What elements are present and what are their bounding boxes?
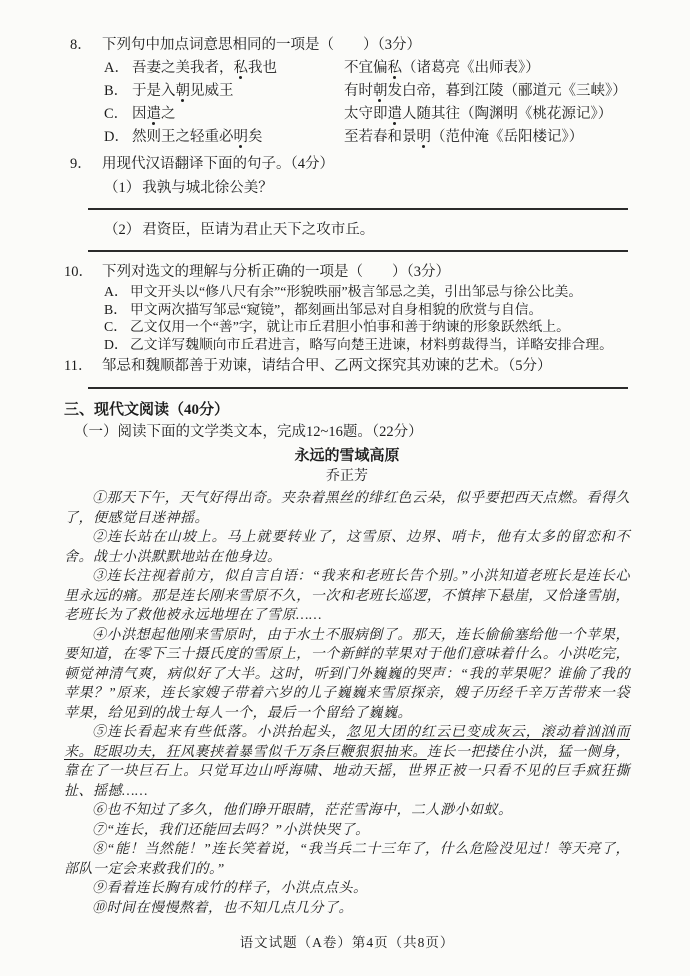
option-label: A． [104,60,129,76]
q10-option-b [64,301,630,319]
option-left-text: 然则王之轻重必明矣 [132,129,263,145]
question-10-stem-row [64,262,630,283]
q10-option-a [64,283,630,301]
option-left-text: 于是入朝见威王 [132,83,234,99]
q8-option-a [64,57,630,80]
option-label: D． [104,336,128,352]
question-10-stem: 下列对选文的理解与分析正确的一项是（ ）（3分） [102,264,450,280]
option-text: 甲文两次描写邹忌“窥镜”，都刻画出邹忌对自身相貌的欣赏与自信。 [130,301,543,317]
question-9-stem: 用现代汉语翻译下面的句子。（4分） [102,156,334,172]
story-body [64,489,630,918]
sub-label: （2） [104,222,141,238]
question-9 [64,153,630,252]
question-11-stem-row [64,355,630,378]
option-text: 乙文详写魏顺向市丘君进言，略写向楚王进谏，材料剪裁得当，详略安排合理。 [130,336,613,352]
question-9-number: 9． [70,156,92,172]
question-11-stem: 邹忌和魏顺都善于劝谏，请结合甲、乙两文探究其劝谏的艺术。（5分） [102,358,552,374]
story-author: 乔正芳 [326,469,368,484]
answer-line [88,250,628,252]
q10-option-c [64,318,630,336]
q9-sub-2 [64,220,630,241]
answer-line [88,387,628,389]
story-paragraph-8: ⑧“能！当然能！”连长笑着说，“我当兵二十三年了，什么危险没见过！等天亮了，部队一定会来救我们的。” [64,842,630,877]
option-left-text: 因遣之 [132,106,176,122]
q8-option-c [64,103,630,126]
question-9-stem-row [64,153,630,176]
story-paragraph-4: ④小洪想起他刚来雪原时，由于水土不服病倒了。那天，连长偷偷塞给他一个苹果，要知道，在零下三十摄氏度的雪原上，一个新鲜的苹果对于他们意味着什么。小洪吃完，顿觉神清气爽，病似好了大半。这时，听到门外巍巍的哭声：“我的苹果呢？谁偷了我的苹果？”原来，连长家嫂子带着六岁的儿子巍巍来雪原探亲，嫂子历经千辛万苦带来一袋苹果，给见到的战士每人一个，最后一个留给了巍巍。 [64,627,630,721]
section-3 [64,399,630,918]
option-left-text: 吾妻之美我者，私我也 [132,60,277,76]
section-heading: 三、现代文阅读（40分） [64,402,230,418]
option-label: B． [104,83,129,99]
option-text: 甲文开头以“修八尺有余”“形貌昳丽”极言邹忌之美，引出邹忌与徐公比美。 [130,284,583,299]
sub-label: （1） [104,180,141,196]
sub-text: 我孰与城北徐公美？ [142,180,273,196]
option-label: A． [104,284,128,299]
option-right-text: 不宜偏私（诸葛亮《出师表》） [344,60,540,76]
story-paragraph-7: ⑦“连长，我们还能回去吗？”小洪快哭了。 [92,822,370,838]
option-label: C． [104,319,127,334]
question-11-number: 11． [64,358,93,374]
option-right-text: 有时朝发白帝，暮到江陵（郦道元《三峡》） [344,83,627,99]
sub-text: 君资臣，臣请为君止天下之攻市丘。 [142,222,375,238]
question-8-stem-row [64,34,630,57]
question-8-number: 8． [70,37,92,53]
story-paragraph-9: ⑨看着连长胸有成竹的样子，小洪点点头。 [92,881,368,896]
question-11 [64,355,630,389]
page-footer: 语文试题（A卷）第4页（共8页） [239,935,455,950]
option-label: B． [104,301,127,317]
option-right-text: 至若春和景明（范仲淹《岳阳楼记》） [344,129,584,145]
q8-option-b [64,80,630,103]
page-content [64,34,630,951]
q9-sub-1 [64,178,630,199]
option-label: D． [104,129,129,145]
story-title: 永远的雪域高原 [294,448,400,464]
story-paragraph-3: ③连长注视着前方，似自言自语：“我来和老班长告个别。”小洪知道老班长是连长心里永远的痛。那是连长刚来雪原不久，一次和老班长巡逻，不慎摔下悬崖，又恰逢雪崩，老班长为了救他被永远地埋在了雪原…… [64,569,630,623]
question-8 [64,34,630,149]
story-paragraph-1: ①那天下午，天气好得出奇。夹杂着黑丝的绯红色云朵，似乎要把西天点燃。看得久了，便感觉目迷神摇。 [64,491,630,526]
q10-option-d [64,336,630,354]
question-8-stem: 下列句中加点词意思相同的一项是（ ）（3分） [102,37,421,53]
option-text: 乙文仅用一个“善”字，就让市丘君胆小怕事和善于纳谏的形象跃然纸上。 [130,319,570,334]
story-paragraph-6: ⑥也不知过了多久，他们睁开眼睛，茫茫雪海中，二人渺小如蚁。 [92,803,513,818]
story-paragraph-10: ⑩时间在慢慢熬着，也不知几点几分了。 [92,900,353,916]
question-10 [64,262,630,353]
option-label: C． [104,106,129,122]
story-paragraph-5: ⑤连长看起来有些低落。小洪抬起头，忽见大团的红云已变成灰云，滚动着汹汹而来。眨眼功夫，狂风裹挟着暴雪似千万条巨鞭狠狠抽来。连长一把搂住小洪，猛一侧身，靠在了一块巨石上。只觉耳边山呼海啸、地动天摇，世界正被一只看不见的巨手疯狂撕扯、摇撼…… [64,725,631,799]
question-10-number: 10． [64,264,93,280]
answer-line [88,208,628,210]
q8-option-d [64,126,630,149]
option-right-text: 太守即遣人随其往（陶渊明《桃花源记》） [344,106,613,122]
section-intro: （一）阅读下面的文学类文本，完成12~16题。（22分） [74,424,423,440]
story-paragraph-2: ②连长站在山坡上。马上就要转业了，这雪原、边界、哨卡，他有太多的留恋和不舍。战士小洪默默地站在他身边。 [64,530,630,565]
